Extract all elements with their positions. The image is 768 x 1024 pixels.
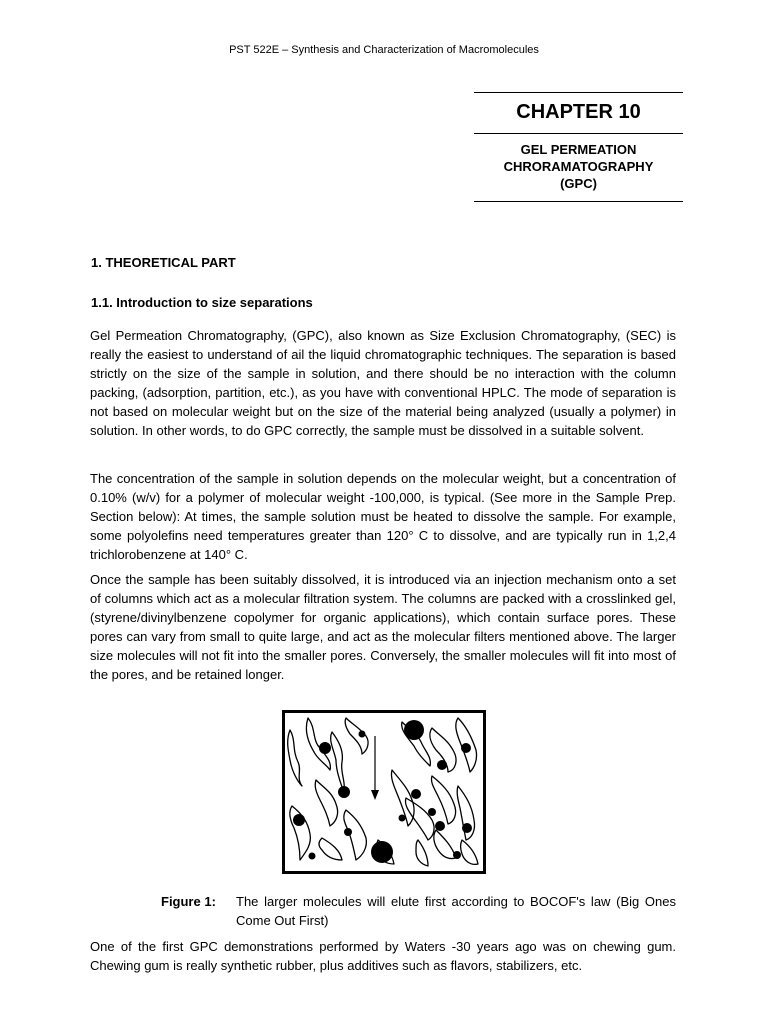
chapter-subtitle <box>474 134 683 202</box>
paragraph: Once the sample has been suitably dissolved, it is introduced via an injection mechanism onto a set of columns which act as a molecular filtration system. The columns are packed with a crosslinked gel, (styrene/divinylbenzene copolymer for organic applications), which contain surface pores. These pores can vary from small to quite large, and act as the molecular filters mentioned above. The larger size molecules will not fit into the smaller pores. Conversely, the smaller molecules will fit into most of the pores, and be retained longer. <box>90 572 676 682</box>
paragraph: Gel Permeation Chromatography, (GPC), also known as Size Exclusion Chromatography, (SEC) is really the easiest to understand of ail the liquid chromatographic techniques. The separation is based strictly on the size of the sample in solution, and there should be no interaction with the column packing, (adsorption, partition, etc.), as you have with conventional HPLC. The mode of separation is not based on molecular weight but on the size of the material being analyzed (usually a polymer) in solution. In other words, to do GPC correctly, the sample must be dissolved in a suitable solvent. <box>90 328 676 438</box>
page-header: PST 522E – Synthesis and Characterization of Macromolecules <box>229 44 539 56</box>
chapter-subtitle-line: CHRORAMATOGRAPHY <box>503 159 654 174</box>
chapter-box <box>474 92 683 202</box>
section-heading-theoretical: 1. THEORETICAL PART <box>91 255 236 270</box>
figure-caption <box>161 892 676 930</box>
section-heading-intro: 1.1. Introduction to size separations <box>91 295 313 310</box>
paragraph: One of the first GPC demonstrations performed by Waters -30 years ago was on chewing gum. Chewing gum is really synthetic rubber, plus additives such as flavors, stabilizers, etc. <box>90 939 676 973</box>
chapter-subtitle-line: GEL PERMEATION <box>520 142 637 157</box>
paragraph: The concentration of the sample in solution depends on the molecular weight, but a concentration of 0.10% (w/v) for a polymer of molecular weight -100,000, is typical. (See more in the Sample Prep. Section below): At times, the sample solution must be heated to dissolve the sample. For example, some polyolefins need temperatures greater than 120° C to dissolve, and are typically run in 1,2,4 trichlorobenzene at 140° C. <box>90 471 676 562</box>
figure-label: Figure 1: <box>161 894 216 909</box>
chapter-title: CHAPTER 10 <box>474 93 683 134</box>
figure-gel-pores-illustration <box>282 710 486 874</box>
figure-caption-text: The larger molecules will elute first according to BOCOF's law (Big Ones Come Out First) <box>236 894 676 928</box>
chapter-subtitle-line: (GPC) <box>560 176 597 191</box>
